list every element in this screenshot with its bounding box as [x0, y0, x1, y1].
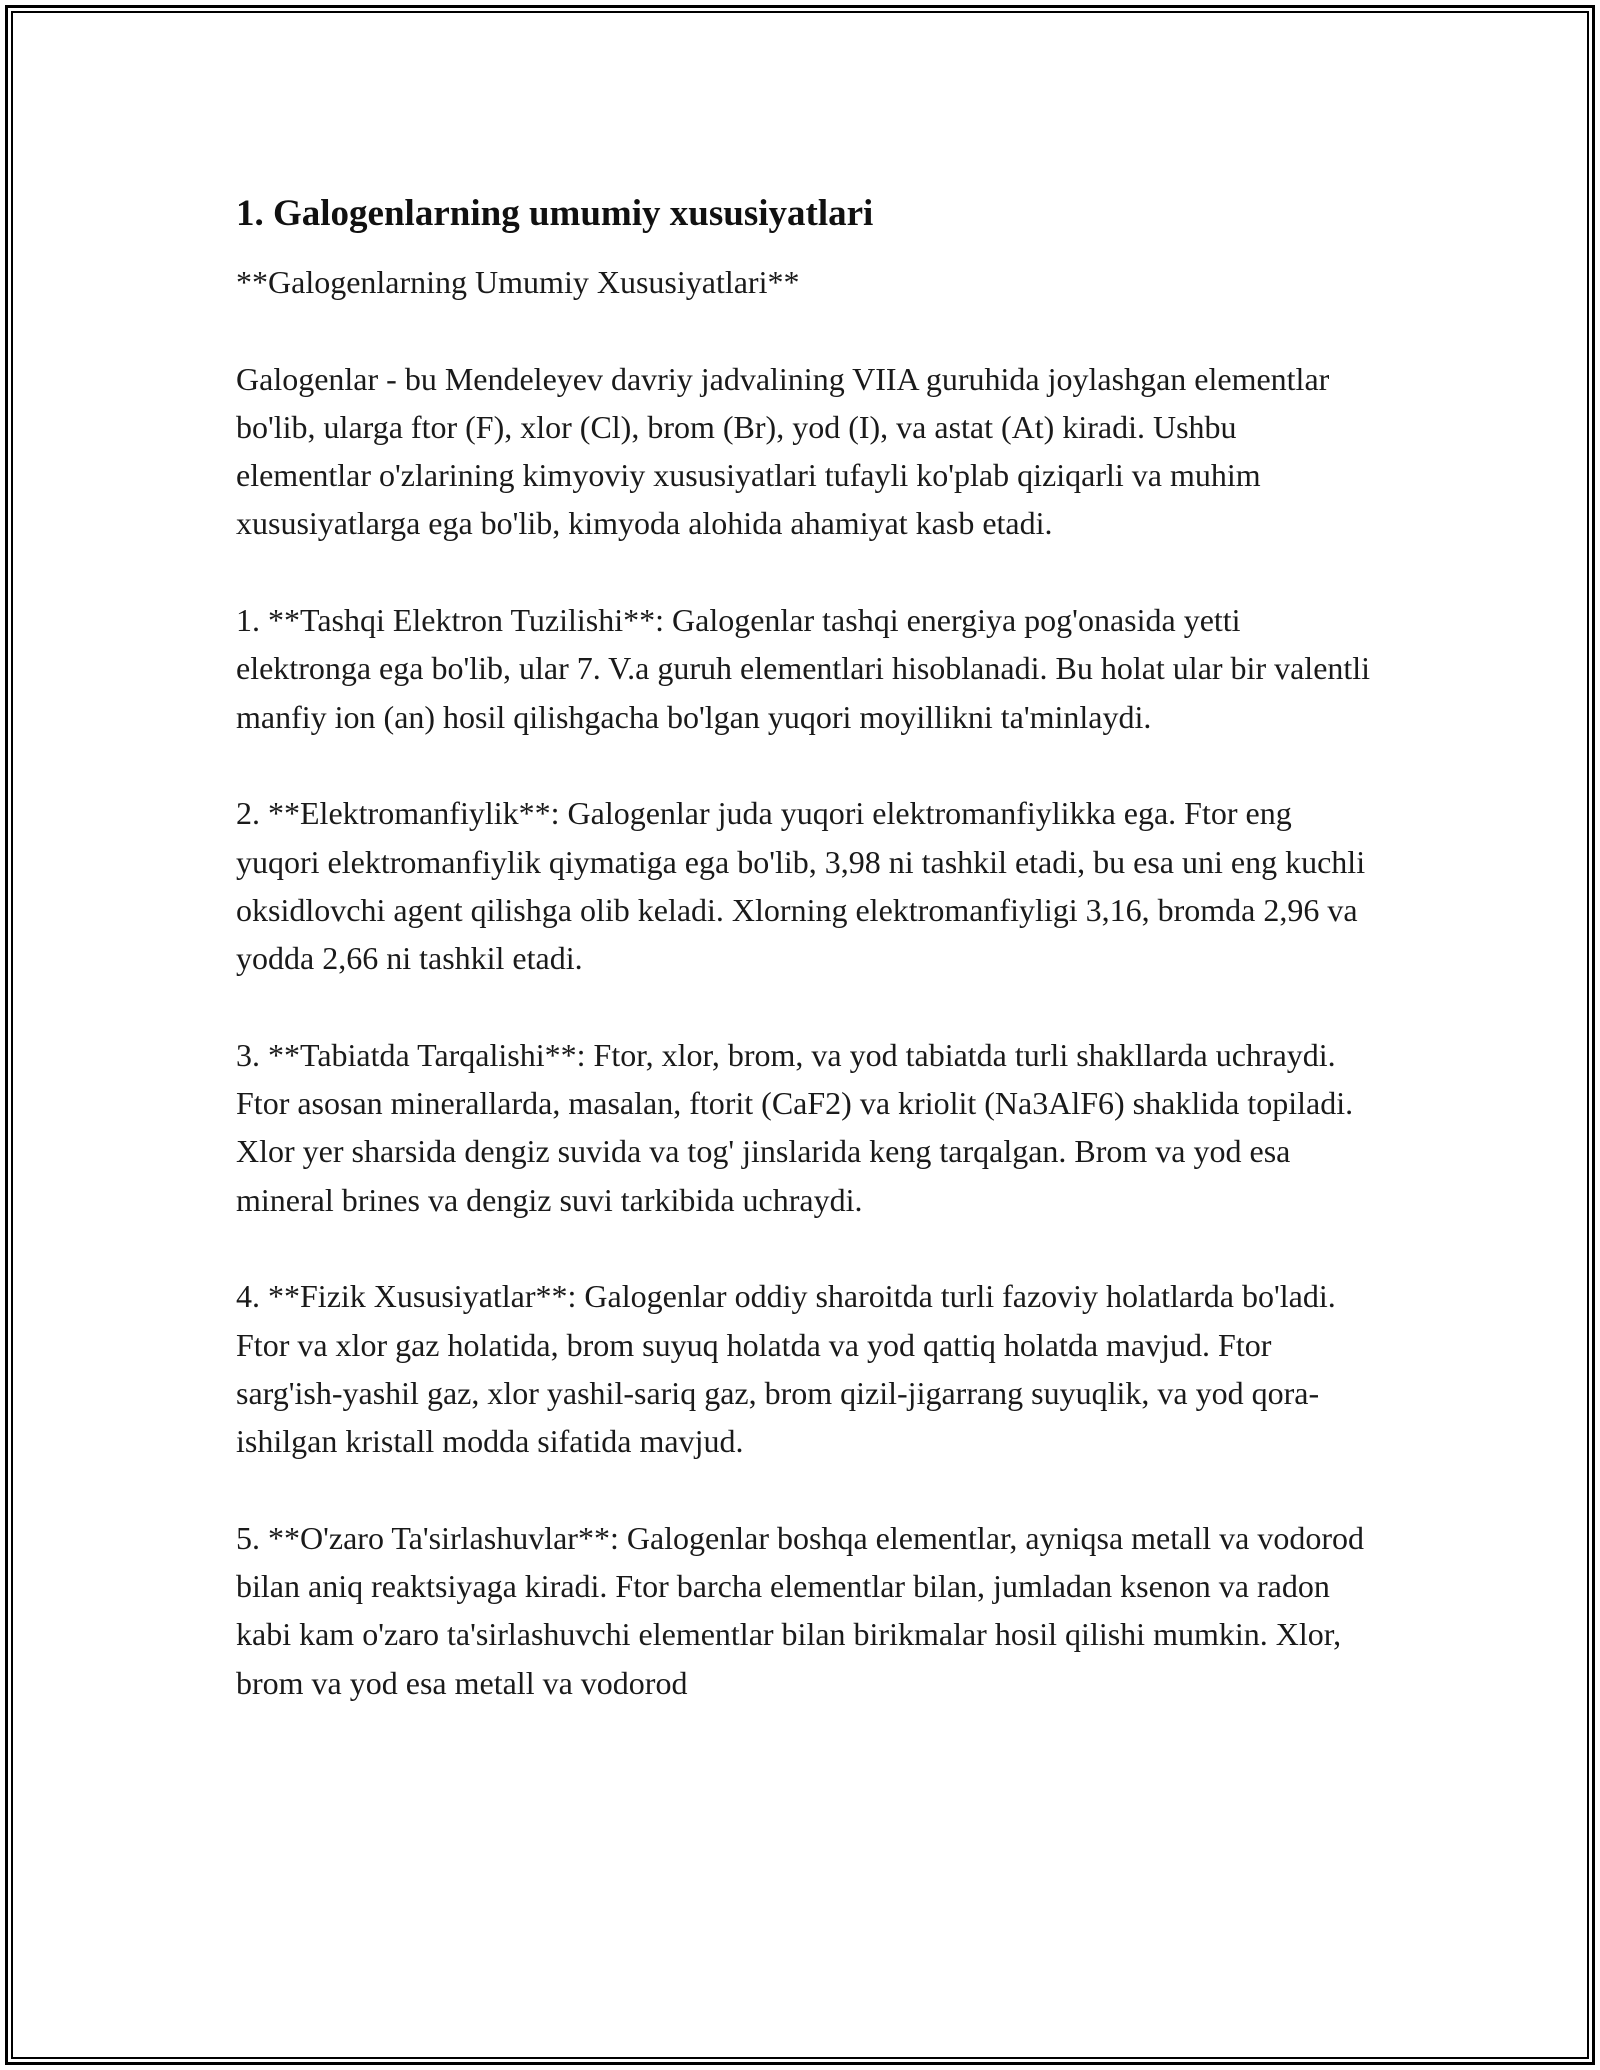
paragraph-natural-occurrence: 3. **Tabiatda Tarqalishi**: Ftor, xlor, brom, va yod tabiatda turli shakllarda uchraydi. Ftor asosan minerallarda, masalan, ftorit (CaF2) va kriolit (Na3AlF6) shaklida topiladi. Xlor yer sharsida dengiz suvida va tog' jinslarida keng tarqalgan. Brom va yod esa mineral brines va dengiz suvi tarkibida uchraydi.: [236, 1036, 1354, 1218]
document-body: [236, 186, 1376, 1707]
paragraph-electronegativity: 2. **Elektromanfiylik**: Galogenlar juda yuqori elektromanfiylikka ega. Ftor eng yuqori elektromanfiylik qiymatiga ega bo'lib, 3,98 ni tashkil etadi, bu esa uni eng kuchli oksidlovchi agent qilishga olib keladi. Xlorning elektromanfiyligi 3,16, bromda 2,96 va yodda 2,66 ni tashkil etadi.: [236, 795, 1366, 977]
paragraph-interactions: 5. **O'zaro Ta'sirlashuvlar**: Galogenlar boshqa elementlar, ayniqsa metall va vodorod bilan aniq reaktsiyaga kiradi. Ftor barcha elementlar bilan, jumladan ksenon va radon kabi kam o'zaro ta'sirlashuvchi elementlar bilan birikmalar hosil qilishi mumkin. Xlor, brom va yod esa metall va vodorod: [236, 1519, 1364, 1701]
paragraph-intro: Galogenlar - bu Mendeleyev davriy jadvalining VIIA guruhida joylashgan elementlar bo'lib, ularga ftor (F), xlor (Cl), brom (Br), yod (I), va astat (At) kiradi. Ushbu elementlar o'zlarining kimyoviy xususiyatlari tufayli ko'plab qiziqarli va muhim xususiyatlarga ega bo'lib, kimyoda alohida ahamiyat kasb etadi.: [236, 360, 1330, 542]
paragraph-physical-properties: 4. **Fizik Xususiyatlar**: Galogenlar oddiy sharoitda turli fazoviy holatlarda bo'ladi. Ftor va xlor gaz holatida, brom suyuq holatda va yod qattiq holatda mavjud. Ftor sarg'ish-yashil gaz, xlor yashil-sariq gaz, brom qizil-jigarrang suyuqlik, va yod qora-ishilgan kristall modda sifatida mavjud.: [236, 1278, 1336, 1460]
paragraph-electron-structure: 1. **Tashqi Elektron Tuzilishi**: Galogenlar tashqi energiya pog'onasida yetti elektronga ega bo'lib, ular 7. V.a guruh elementlari hisoblanadi. Bu holat ular bir valentli manfiy ion (an) hosil qilishgacha bo'lgan yuqori moyillikni ta'minlaydi.: [236, 602, 1371, 735]
page-title: 1. Galogenlarning umumiy xususiyatlari: [236, 193, 874, 234]
paragraph-subtitle: **Galogenlarning Umumiy Xususiyatlari**: [236, 264, 800, 300]
